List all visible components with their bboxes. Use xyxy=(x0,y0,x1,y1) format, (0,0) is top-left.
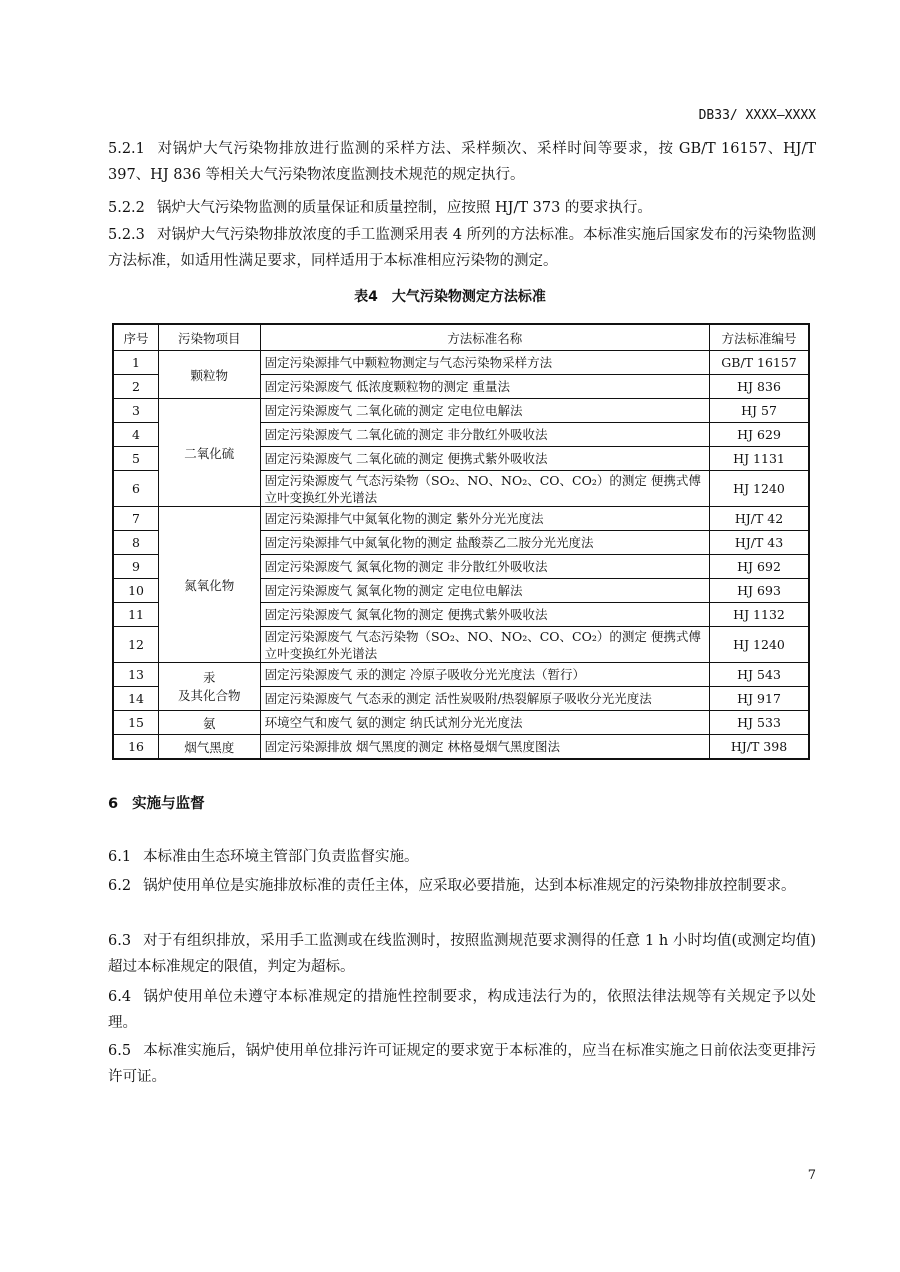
row-no: 1 xyxy=(113,351,159,375)
clause-5-2-2 xyxy=(108,195,816,221)
clause-6-2 xyxy=(108,873,816,899)
table-row xyxy=(113,399,809,423)
row-no: 2 xyxy=(113,375,159,399)
section-number: 6 xyxy=(108,796,119,812)
method-code: HJ 629 xyxy=(710,423,809,447)
clause-6-4 xyxy=(108,984,816,1036)
method-code: HJ 1240 xyxy=(710,627,809,663)
row-no: 9 xyxy=(113,555,159,579)
clause-text: 本标准由生态环境主管部门负责监督实施。 xyxy=(143,849,419,865)
document-code: DB33/ XXXX—XXXX xyxy=(698,108,816,123)
clause-number: 6.4 xyxy=(108,989,132,1005)
pollutant-group: 氮氧化物 xyxy=(159,507,261,663)
method-name: 固定污染源废气 氮氧化物的测定 非分散红外吸收法 xyxy=(260,555,710,579)
row-no: 3 xyxy=(113,399,159,423)
row-no: 6 xyxy=(113,471,159,507)
page-number: 7 xyxy=(807,1168,816,1183)
clause-6-5 xyxy=(108,1038,816,1090)
method-name: 固定污染源废气 二氧化硫的测定 便携式紫外吸收法 xyxy=(260,447,710,471)
clause-text: 锅炉大气污染物监测的质量保证和质量控制，应按照 HJ/T 373 的要求执行。 xyxy=(156,200,652,216)
clause-number: 6.3 xyxy=(108,933,132,949)
clause-text: 对锅炉大气污染物排放进行监测的采样方法、采样频次、采样时间等要求，按 GB/T 16157、HJ/T 397、HJ 836 等相关大气污染物浓度监测技术规范的规定执行。 xyxy=(108,141,816,183)
method-code: GB/T 16157 xyxy=(710,351,809,375)
row-no: 13 xyxy=(113,663,159,687)
clause-5-2-1 xyxy=(108,136,816,188)
method-name: 固定污染源废气 氮氧化物的测定 定电位电解法 xyxy=(260,579,710,603)
method-code: HJ 57 xyxy=(710,399,809,423)
clause-number: 5.2.2 xyxy=(108,200,145,216)
clause-number: 5.2.3 xyxy=(108,227,145,243)
method-name: 固定污染源排气中氮氧化物的测定 盐酸萘乙二胺分光光度法 xyxy=(260,531,710,555)
method-code: HJ/T 42 xyxy=(710,507,809,531)
row-no: 10 xyxy=(113,579,159,603)
pollutant-group: 二氧化硫 xyxy=(159,399,261,507)
table-row xyxy=(113,351,809,375)
pollutant-group xyxy=(159,663,261,711)
method-name: 固定污染源废气 氮氧化物的测定 便携式紫外吸收法 xyxy=(260,603,710,627)
section-title: 实施与监督 xyxy=(132,796,205,812)
method-code: HJ 533 xyxy=(710,711,809,735)
group-line: 及其化合物 xyxy=(178,687,241,703)
table-row xyxy=(113,711,809,735)
method-code: HJ/T 398 xyxy=(710,735,809,760)
row-no: 8 xyxy=(113,531,159,555)
row-no: 7 xyxy=(113,507,159,531)
clause-text: 对于有组织排放，采用手工监测或在线监测时，按照监测规范要求测得的任意 1 h 小时均值(或测定均值)超过本标准规定的限值，判定为超标。 xyxy=(108,933,816,975)
row-no: 14 xyxy=(113,687,159,711)
method-name: 固定污染源废气 二氧化硫的测定 定电位电解法 xyxy=(260,399,710,423)
row-no: 11 xyxy=(113,603,159,627)
row-no: 5 xyxy=(113,447,159,471)
clause-number: 5.2.1 xyxy=(108,141,145,157)
table-header-row xyxy=(113,324,809,351)
table-row xyxy=(113,507,809,531)
method-code: HJ 1132 xyxy=(710,603,809,627)
method-standards-table xyxy=(112,323,810,760)
clause-6-1 xyxy=(108,844,816,870)
table-row xyxy=(113,663,809,687)
clause-text: 锅炉使用单位是实施排放标准的责任主体，应采取必要措施，达到本标准规定的污染物排放控制要求。 xyxy=(143,878,796,894)
method-name: 固定污染源废气 二氧化硫的测定 非分散红外吸收法 xyxy=(260,423,710,447)
pollutant-group: 氨 xyxy=(159,711,261,735)
method-name: 固定污染源排放 烟气黑度的测定 林格曼烟气黑度图法 xyxy=(260,735,710,760)
method-code: HJ 692 xyxy=(710,555,809,579)
section-heading xyxy=(108,792,205,813)
row-no: 12 xyxy=(113,627,159,663)
clause-number: 6.2 xyxy=(108,878,132,894)
method-code: HJ 1131 xyxy=(710,447,809,471)
header-pollutant: 污染物项目 xyxy=(159,324,261,351)
group-line: 汞 xyxy=(203,669,216,685)
table-title: 大气污染物测定方法标准 xyxy=(391,289,546,305)
table-row xyxy=(113,735,809,760)
method-name: 固定污染源废气 气态污染物（SO₂、NO、NO₂、CO、CO₂）的测定 便携式傅立叶变换红外光谱法 xyxy=(260,627,710,663)
clause-number: 6.5 xyxy=(108,1043,132,1059)
clause-6-3 xyxy=(108,928,816,980)
method-code: HJ 917 xyxy=(710,687,809,711)
clause-text: 本标准实施后，锅炉使用单位排污许可证规定的要求宽于本标准的，应当在标准实施之日前依法变更排污许可证。 xyxy=(108,1043,816,1085)
method-code: HJ 543 xyxy=(710,663,809,687)
method-name: 固定污染源废气 低浓度颗粒物的测定 重量法 xyxy=(260,375,710,399)
method-name: 固定污染源废气 气态污染物（SO₂、NO、NO₂、CO、CO₂）的测定 便携式傅立叶变换红外光谱法 xyxy=(260,471,710,507)
method-code: HJ/T 43 xyxy=(710,531,809,555)
header-no: 序号 xyxy=(113,324,159,351)
row-no: 16 xyxy=(113,735,159,760)
clause-text: 锅炉使用单位未遵守本标准规定的措施性控制要求，构成违法行为的，依照法律法规等有关规定予以处理。 xyxy=(108,989,816,1031)
method-name: 固定污染源废气 汞的测定 冷原子吸收分光光度法（暂行） xyxy=(260,663,710,687)
pollutant-group: 烟气黑度 xyxy=(159,735,261,760)
table-caption xyxy=(0,286,900,306)
clause-5-2-3 xyxy=(108,222,816,274)
method-code: HJ 1240 xyxy=(710,471,809,507)
pollutant-group: 颗粒物 xyxy=(159,351,261,399)
method-name: 固定污染源排气中颗粒物测定与气态污染物采样方法 xyxy=(260,351,710,375)
table-number: 表4 xyxy=(354,289,378,305)
method-name: 固定污染源废气 气态汞的测定 活性炭吸附/热裂解原子吸收分光光度法 xyxy=(260,687,710,711)
header-code: 方法标准编号 xyxy=(710,324,809,351)
method-name: 环境空气和废气 氨的测定 纳氏试剂分光光度法 xyxy=(260,711,710,735)
row-no: 4 xyxy=(113,423,159,447)
method-name: 固定污染源排气中氮氧化物的测定 紫外分光光度法 xyxy=(260,507,710,531)
header-method: 方法标准名称 xyxy=(260,324,710,351)
method-code: HJ 693 xyxy=(710,579,809,603)
clause-number: 6.1 xyxy=(108,849,132,865)
row-no: 15 xyxy=(113,711,159,735)
clause-text: 对锅炉大气污染物排放浓度的手工监测采用表 4 所列的方法标准。本标准实施后国家发布的污染物监测方法标准，如适用性满足要求，同样适用于本标准相应污染物的测定。 xyxy=(108,227,816,269)
method-code: HJ 836 xyxy=(710,375,809,399)
